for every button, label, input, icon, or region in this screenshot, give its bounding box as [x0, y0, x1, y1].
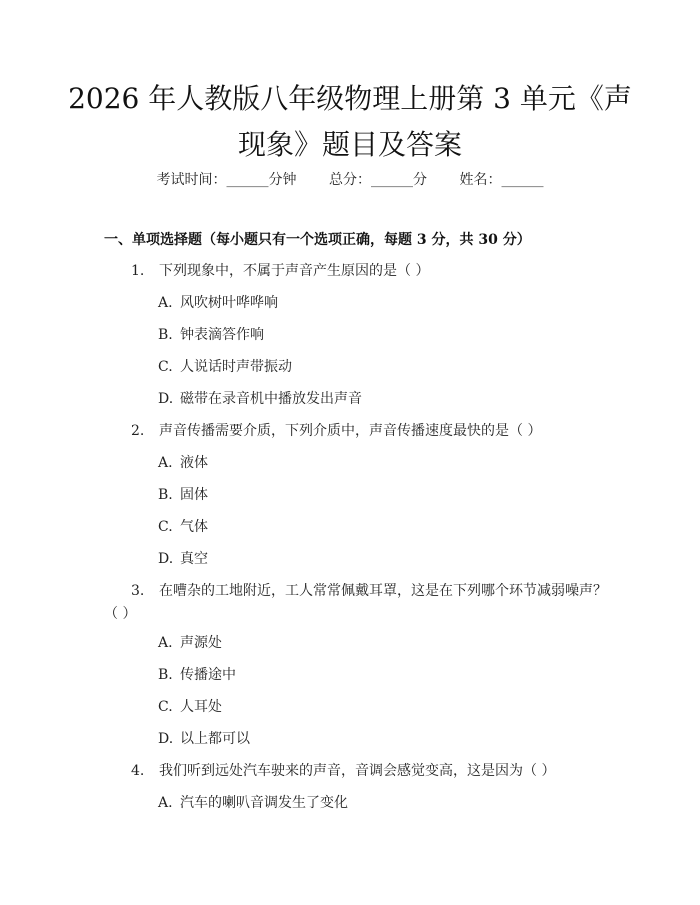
option-letter: B. — [158, 327, 173, 343]
question-number: 2. — [131, 423, 145, 439]
option-text: 人说话时声带振动 — [180, 359, 292, 375]
question — [131, 420, 541, 440]
question — [131, 580, 607, 600]
option-text: 人耳处 — [180, 699, 222, 715]
question — [131, 760, 555, 780]
option — [158, 792, 348, 812]
option — [158, 388, 362, 408]
question-text: 下列现象中，不属于声音产生原因的是（ ） — [159, 263, 430, 279]
question — [131, 260, 429, 280]
option-letter: A. — [158, 635, 173, 651]
option-text: 钟表滴答作响 — [180, 327, 264, 343]
question-number: 1. — [131, 263, 145, 279]
option — [158, 324, 264, 344]
option — [158, 548, 208, 568]
option — [158, 632, 222, 652]
option-letter: C. — [158, 699, 173, 715]
option — [158, 484, 208, 504]
option — [158, 696, 222, 716]
option-letter: D. — [158, 731, 174, 747]
option-letter: C. — [158, 519, 173, 535]
section-heading: 一、单项选择题（每小题只有一个选项正确，每题 3 分，共 30 分） — [104, 232, 531, 248]
question-text: 在嘈杂的工地附近，工人常常佩戴耳罩，这是在下列哪个环节减弱噪声？ — [159, 583, 607, 599]
option-letter: C. — [158, 359, 173, 375]
option — [158, 664, 236, 684]
title-line-1: 2026 年人教版八年级物理上册第 3 单元《声 — [68, 82, 632, 115]
option-letter: A. — [158, 795, 173, 811]
option-letter: A. — [158, 455, 173, 471]
option-text: 液体 — [180, 455, 208, 471]
exam-time: 考试时间：______分钟 — [156, 172, 297, 188]
option-letter: A. — [158, 295, 173, 311]
option-letter: D. — [158, 391, 174, 407]
option-letter: D. — [158, 551, 174, 567]
option — [158, 452, 208, 472]
exam-info — [0, 169, 700, 189]
total-score: 总分：______分 — [329, 172, 427, 188]
option — [158, 516, 208, 536]
option — [158, 728, 250, 748]
option-text: 声源处 — [180, 635, 222, 651]
question-number: 3. — [131, 583, 145, 599]
question-text: 声音传播需要介质，下列介质中，声音传播速度最快的是（ ） — [159, 423, 542, 439]
question-text-continued: （ ） — [104, 606, 137, 622]
option-text: 汽车的喇叭音调发生了变化 — [180, 795, 348, 811]
question-number: 4. — [131, 763, 145, 779]
title-line-2: 现象》题目及答案 — [237, 128, 462, 161]
option-text: 以上都可以 — [180, 731, 250, 747]
option-text: 风吹树叶哗哗响 — [180, 295, 278, 311]
option-text: 气体 — [180, 519, 208, 535]
option — [158, 292, 278, 312]
option-text: 磁带在录音机中播放发出声音 — [180, 391, 362, 407]
document-title — [60, 76, 640, 168]
option-text: 传播途中 — [180, 667, 236, 683]
option-letter: B. — [158, 667, 173, 683]
option-letter: B. — [158, 487, 173, 503]
option — [158, 356, 292, 376]
question-text: 我们听到远处汽车驶来的声音，音调会感觉变高，这是因为（ ） — [159, 763, 556, 779]
option-text: 真空 — [180, 551, 208, 567]
student-name: 姓名：______ — [459, 172, 544, 188]
option-text: 固体 — [180, 487, 208, 503]
